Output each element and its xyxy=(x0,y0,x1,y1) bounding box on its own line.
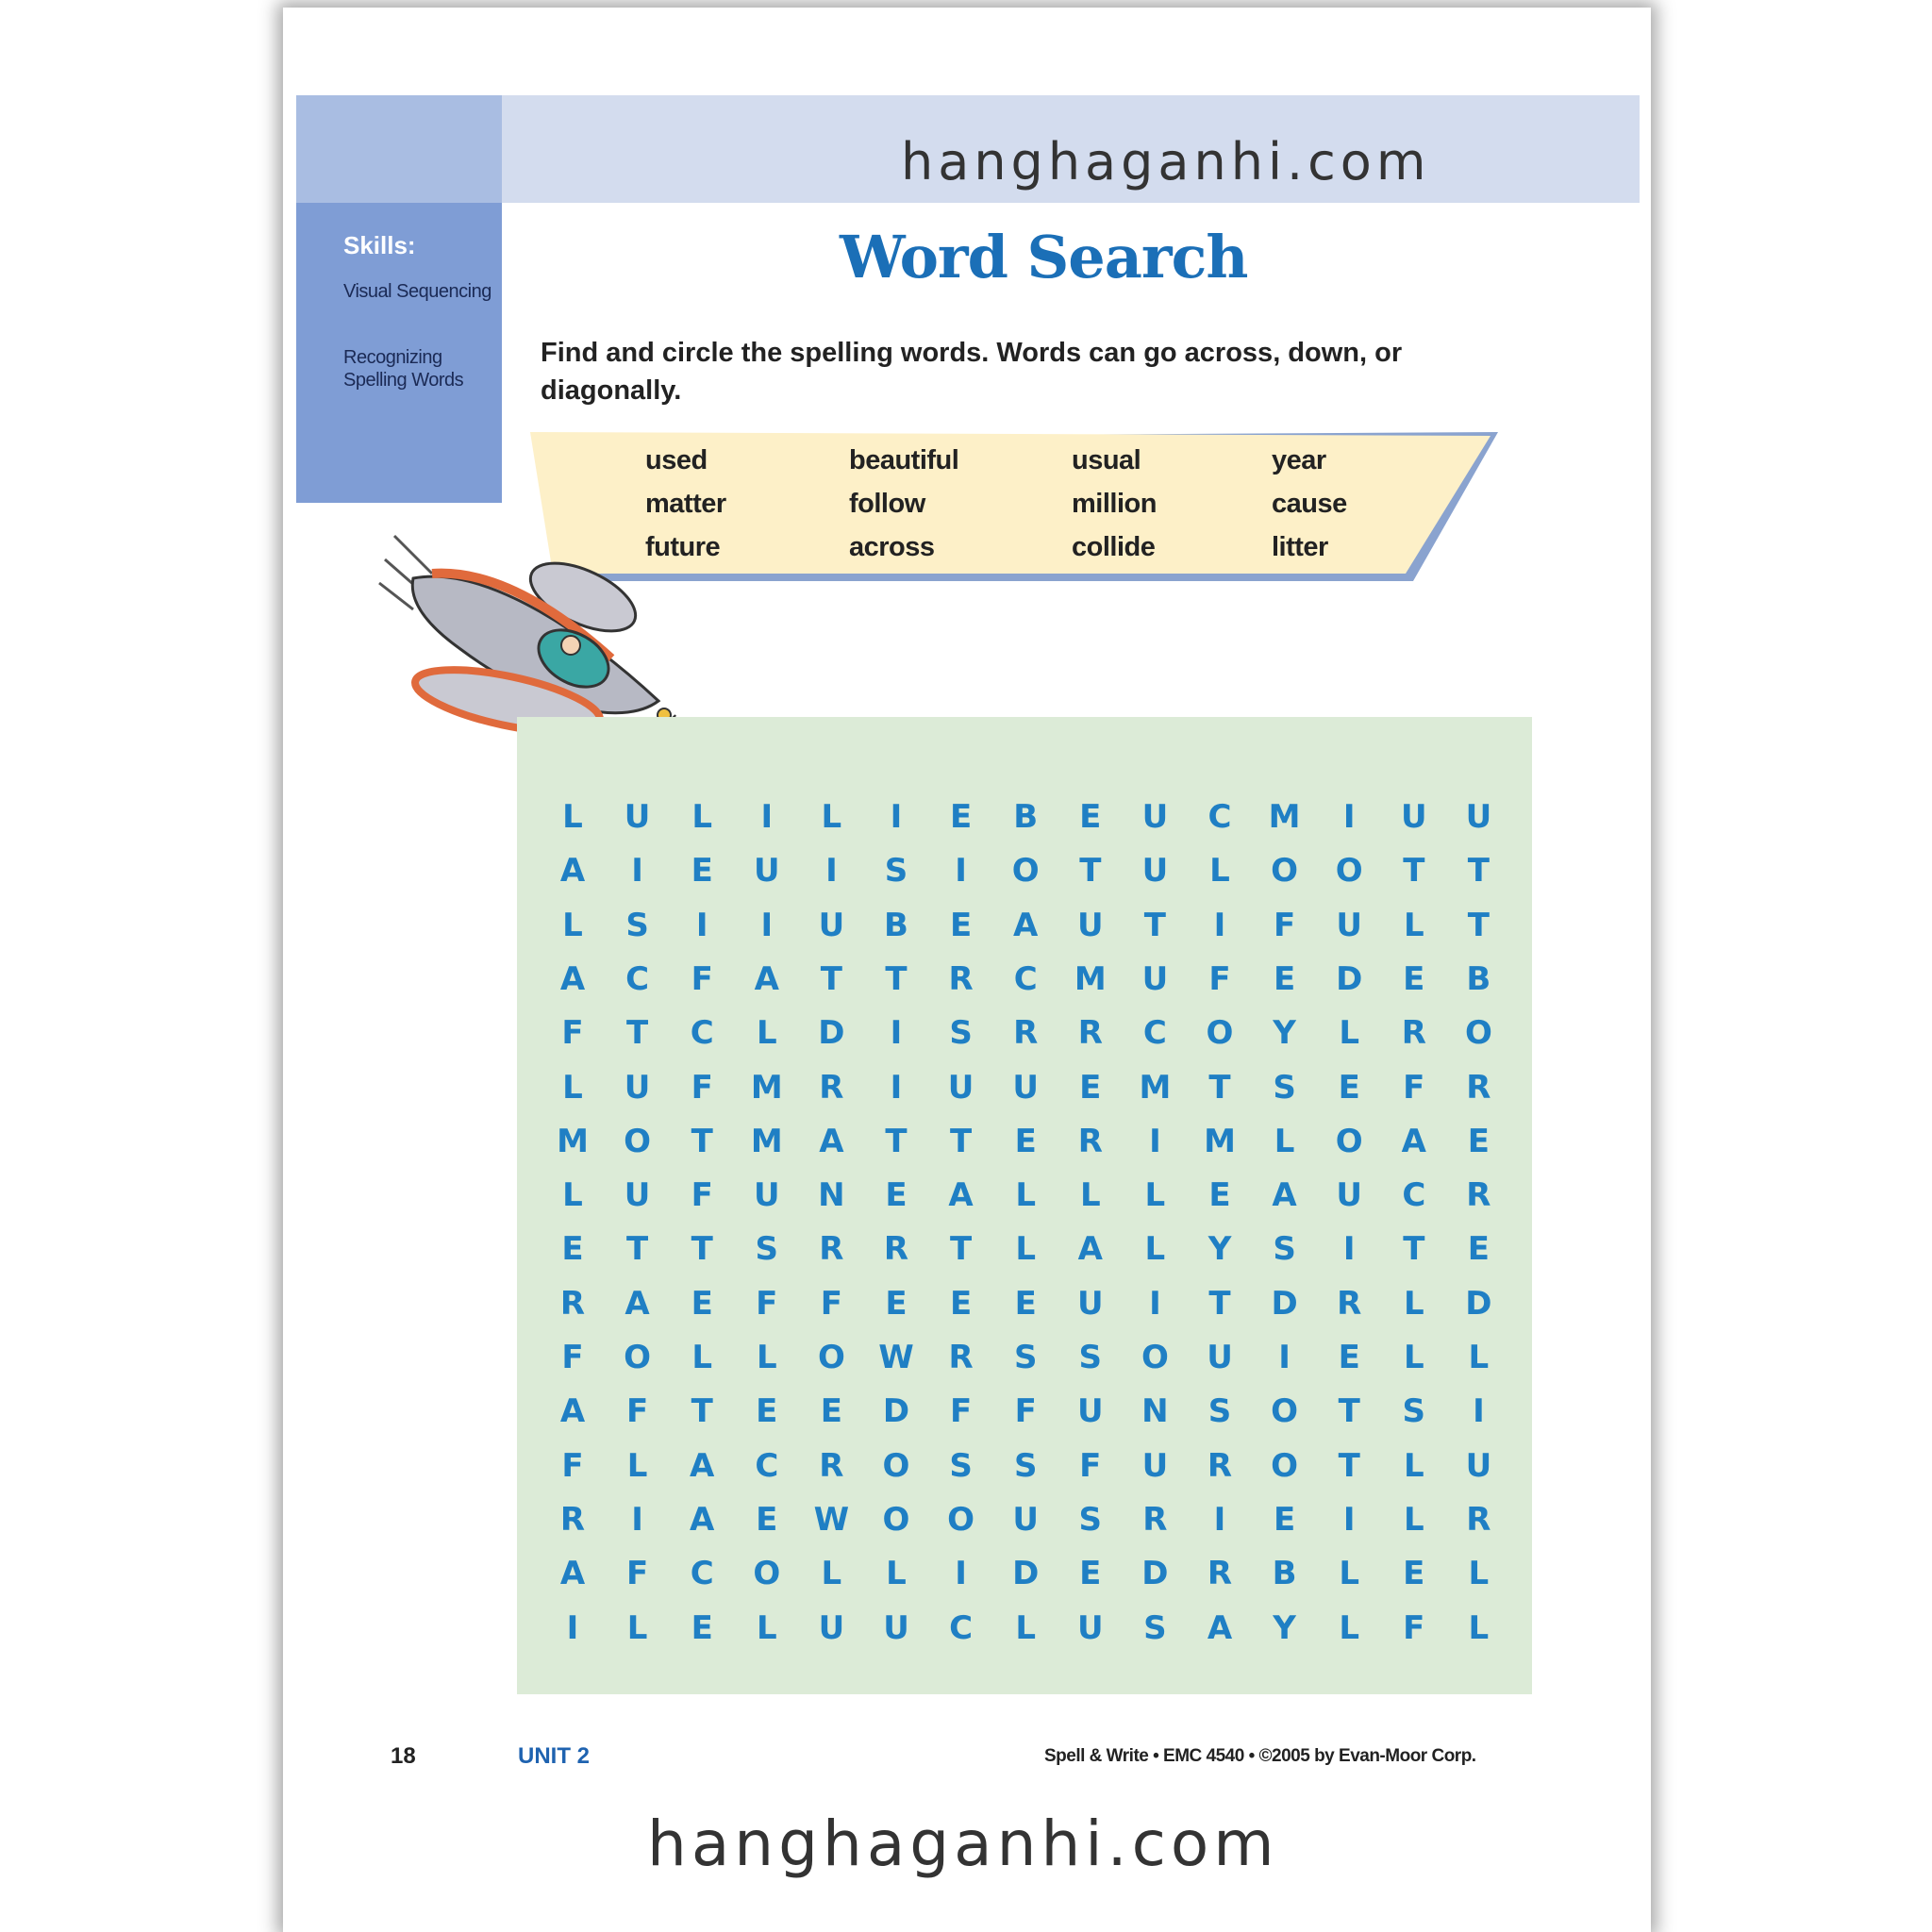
grid-letter[interactable]: R xyxy=(1207,1555,1233,1593)
grid-letter[interactable]: U xyxy=(1076,906,1104,944)
grid-letter[interactable]: L xyxy=(1079,1176,1101,1215)
grid-letter[interactable]: A xyxy=(690,1500,715,1539)
grid-letter[interactable]: R xyxy=(948,959,974,998)
grid-letter[interactable]: C xyxy=(949,1608,974,1647)
grid-letter[interactable]: C xyxy=(1402,1176,1426,1215)
grid-letter[interactable]: B xyxy=(1013,798,1039,836)
grid-letter[interactable]: A xyxy=(1077,1230,1103,1269)
word-bank-word: usual xyxy=(1072,445,1141,475)
grid-letter[interactable]: L xyxy=(562,798,583,836)
grid-letter[interactable]: S xyxy=(1273,1230,1296,1269)
skills-panel xyxy=(296,203,502,503)
grid-letter[interactable]: R xyxy=(1207,1446,1233,1485)
grid-letter[interactable]: I xyxy=(760,906,774,944)
grid-letter[interactable]: L xyxy=(1403,906,1424,944)
grid-letter[interactable]: R xyxy=(1337,1284,1362,1323)
grid-letter[interactable]: L xyxy=(1403,1500,1424,1539)
grid-letter[interactable]: Y xyxy=(1273,1014,1296,1053)
grid-letter[interactable]: E xyxy=(885,1176,908,1215)
grid-letter[interactable]: I xyxy=(1213,1500,1226,1539)
grid-letter[interactable]: E xyxy=(1338,1339,1360,1376)
grid-letter[interactable]: I xyxy=(1213,906,1226,944)
grid-letter[interactable]: L xyxy=(821,798,842,836)
grid-letter[interactable]: R xyxy=(819,1446,844,1485)
grid-letter[interactable]: F xyxy=(625,1392,649,1431)
grid-letter[interactable]: A xyxy=(625,1284,650,1323)
grid-letter[interactable]: L xyxy=(626,1608,648,1647)
grid-letter[interactable]: F xyxy=(820,1284,842,1323)
grid-letter[interactable]: A xyxy=(559,1392,586,1431)
word-bank-word: year xyxy=(1272,445,1326,475)
grid-letter[interactable]: F xyxy=(1079,1446,1102,1485)
grid-letter[interactable]: F xyxy=(691,959,713,998)
instructions: Find and circle the spelling words. Words can go across, down, or diagonally. xyxy=(541,338,1403,406)
grid-letter[interactable]: L xyxy=(626,1446,648,1485)
grid-letter[interactable]: I xyxy=(695,906,708,944)
grid-letter[interactable]: C xyxy=(1208,798,1232,836)
unit-label: UNIT 2 xyxy=(518,1743,591,1769)
grid-letter[interactable]: M xyxy=(1074,959,1107,998)
grid-letter[interactable]: S xyxy=(884,852,908,891)
grid-letter[interactable]: U xyxy=(753,1176,780,1215)
grid-letter[interactable]: E xyxy=(949,1284,973,1323)
grid-letter[interactable]: T xyxy=(1403,852,1425,891)
grid-letter[interactable]: R xyxy=(1401,1014,1426,1053)
grid-letter[interactable]: E xyxy=(1467,1122,1490,1160)
grid-letter[interactable]: O xyxy=(882,1446,910,1485)
word-bank-word: across xyxy=(849,532,935,562)
grid-letter[interactable]: E xyxy=(949,798,973,836)
grid-letter[interactable]: O xyxy=(817,1339,845,1376)
grid-letter[interactable]: E xyxy=(1467,1230,1490,1269)
grid-letter[interactable]: B xyxy=(1272,1555,1297,1593)
watermark-top: hanghaganhi.com xyxy=(901,132,1431,192)
grid-letter[interactable]: R xyxy=(1013,1014,1039,1053)
grid-letter[interactable]: A xyxy=(754,959,779,998)
grid-letter[interactable]: S xyxy=(949,1446,973,1485)
grid-letter[interactable]: U xyxy=(1012,1500,1039,1539)
grid-letter[interactable]: E xyxy=(756,1392,778,1431)
grid-letter[interactable]: M xyxy=(750,1122,783,1160)
grid-letter[interactable]: M xyxy=(557,1122,589,1160)
grid-letter[interactable]: L xyxy=(1403,1446,1424,1485)
grid-letter[interactable]: I xyxy=(1149,1284,1161,1323)
word-bank-word: million xyxy=(1072,489,1157,519)
grid-letter[interactable]: L xyxy=(886,1555,907,1593)
grid-letter[interactable]: R xyxy=(559,1500,586,1539)
grid-letter[interactable]: O xyxy=(1271,1392,1299,1431)
grid-letter[interactable]: F xyxy=(756,1284,778,1323)
grid-letter[interactable]: I xyxy=(1342,1500,1356,1539)
grid-letter[interactable]: D xyxy=(1141,1555,1169,1593)
grid-letter[interactable]: L xyxy=(562,1176,583,1215)
grid-letter[interactable]: T xyxy=(1208,1068,1231,1107)
grid-letter[interactable]: I xyxy=(1149,1122,1161,1160)
grid-letter[interactable]: O xyxy=(1335,1122,1363,1160)
grid-letter[interactable]: I xyxy=(890,1014,903,1053)
grid-letter[interactable]: O xyxy=(1271,852,1299,891)
grid-letter[interactable]: I xyxy=(890,1068,903,1107)
grid-letter[interactable]: M xyxy=(1268,798,1301,836)
grid-letter[interactable]: R xyxy=(948,1339,974,1376)
grid-letter[interactable]: E xyxy=(949,906,973,944)
grid-letter[interactable]: A xyxy=(1272,1176,1297,1215)
grid-letter[interactable]: L xyxy=(1144,1230,1166,1269)
skill-item: Visual Sequencing xyxy=(343,281,491,302)
grid-letter[interactable]: I xyxy=(631,1500,643,1539)
grid-letter[interactable]: A xyxy=(819,1122,844,1160)
grid-letter[interactable]: U xyxy=(624,798,651,836)
grid-letter[interactable]: O xyxy=(1335,852,1363,891)
grid-letter[interactable]: A xyxy=(1207,1608,1233,1647)
grid-letter[interactable]: L xyxy=(1339,1014,1360,1053)
grid-letter[interactable]: U xyxy=(1207,1339,1233,1376)
grid-letter[interactable]: E xyxy=(756,1500,778,1539)
grid-letter[interactable]: C xyxy=(755,1446,779,1485)
grid-letter[interactable]: U xyxy=(1076,1284,1104,1323)
grid-letter[interactable]: C xyxy=(690,1555,714,1593)
grid-letter[interactable]: T xyxy=(691,1392,713,1431)
grid-letter[interactable]: E xyxy=(691,1608,713,1647)
grid-letter[interactable]: I xyxy=(760,798,774,836)
grid-letter[interactable]: R xyxy=(1077,1014,1103,1053)
word-bank-word: matter xyxy=(645,489,726,519)
grid-letter[interactable]: L xyxy=(562,906,583,944)
grid-letter[interactable]: B xyxy=(1466,959,1491,998)
word-bank-word: used xyxy=(645,445,708,475)
grid-letter[interactable]: O xyxy=(624,1339,652,1376)
grid-letter[interactable]: S xyxy=(1273,1068,1296,1107)
grid-letter[interactable]: S xyxy=(1013,1446,1038,1485)
grid-letter[interactable]: I xyxy=(1342,1230,1356,1269)
grid-letter[interactable]: A xyxy=(559,1555,586,1593)
grid-letter[interactable]: A xyxy=(559,959,586,998)
grid-letter[interactable]: E xyxy=(1079,798,1102,836)
grid-letter[interactable]: T xyxy=(1208,1284,1231,1323)
grid-letter[interactable]: L xyxy=(1015,1176,1037,1215)
grid-letter[interactable]: F xyxy=(1273,906,1296,944)
grid-letter[interactable]: U xyxy=(1141,852,1169,891)
grid-letter[interactable]: L xyxy=(1339,1555,1360,1593)
grid-letter[interactable]: A xyxy=(1401,1122,1426,1160)
grid-letter[interactable]: U xyxy=(1465,798,1492,836)
grid-letter[interactable]: S xyxy=(1143,1608,1167,1647)
word-bank-word: future xyxy=(645,532,721,562)
word-bank-word: beautiful xyxy=(849,445,959,475)
grid-letter[interactable]: O xyxy=(1011,852,1040,891)
header-band-left xyxy=(296,95,502,203)
grid-letter[interactable]: R xyxy=(883,1230,909,1269)
grid-letter[interactable]: F xyxy=(1403,1608,1425,1647)
grid-letter[interactable]: L xyxy=(691,1339,713,1376)
grid-letter[interactable]: R xyxy=(559,1284,586,1323)
grid-letter[interactable]: B xyxy=(884,906,908,944)
grid-letter[interactable]: A xyxy=(948,1176,974,1215)
grid-letter[interactable]: L xyxy=(1403,1339,1424,1376)
grid-letter[interactable]: U xyxy=(1336,1176,1362,1215)
grid-letter[interactable]: U xyxy=(818,1608,845,1647)
grid-letter[interactable]: L xyxy=(1403,1284,1424,1323)
grid-letter[interactable]: E xyxy=(820,1392,842,1431)
grid-letter[interactable]: E xyxy=(1208,1176,1231,1215)
grid-letter[interactable]: O xyxy=(1464,1014,1492,1053)
grid-letter[interactable]: I xyxy=(1278,1339,1291,1376)
grid-letter[interactable]: T xyxy=(820,959,842,998)
grid-letter[interactable]: U xyxy=(883,1608,909,1647)
grid-letter[interactable]: I xyxy=(1473,1392,1485,1431)
grid-letter[interactable]: U xyxy=(624,1176,651,1215)
grid-letter[interactable]: R xyxy=(1466,1500,1491,1539)
grid-letter[interactable]: D xyxy=(1336,959,1363,998)
grid-letter[interactable]: E xyxy=(1273,959,1296,998)
grid-letter[interactable]: E xyxy=(1403,959,1425,998)
page-number: 18 xyxy=(391,1743,416,1769)
grid-letter[interactable]: D xyxy=(882,1392,910,1431)
grid-letter[interactable]: M xyxy=(1204,1122,1236,1160)
grid-letter[interactable]: L xyxy=(756,1014,777,1053)
grid-letter[interactable]: T xyxy=(1079,852,1102,891)
grid-letter[interactable]: I xyxy=(566,1608,579,1647)
grid-letter[interactable]: R xyxy=(1142,1500,1168,1539)
grid-letter[interactable]: T xyxy=(1338,1392,1360,1431)
grid-letter[interactable]: O xyxy=(882,1500,910,1539)
grid-letter[interactable]: E xyxy=(1079,1068,1102,1107)
grid-letter[interactable]: U xyxy=(624,1068,651,1107)
grid-letter[interactable]: U xyxy=(1012,1068,1039,1107)
grid-letter[interactable]: N xyxy=(1141,1392,1169,1431)
grid-letter[interactable]: D xyxy=(818,1014,845,1053)
grid-letter[interactable]: E xyxy=(1273,1500,1296,1539)
word-bank-word: litter xyxy=(1272,532,1328,562)
grid-letter[interactable]: T xyxy=(1403,1230,1425,1269)
grid-letter[interactable]: F xyxy=(625,1555,649,1593)
grid-letter[interactable]: Y xyxy=(1208,1230,1232,1269)
grid-letter[interactable]: C xyxy=(1013,959,1038,998)
grid-letter[interactable]: S xyxy=(1402,1392,1426,1431)
grid-letter[interactable]: I xyxy=(825,852,838,891)
grid-letter[interactable]: D xyxy=(1465,1284,1492,1323)
skill-item: Recognizing Spelling Words xyxy=(343,347,464,391)
grid-letter[interactable]: T xyxy=(691,1122,713,1160)
grid-letter[interactable]: E xyxy=(1079,1555,1102,1593)
grid-letter[interactable]: L xyxy=(1209,852,1230,891)
grid-letter[interactable]: T xyxy=(625,1014,649,1053)
grid-letter[interactable]: F xyxy=(1208,959,1231,998)
grid-letter[interactable]: O xyxy=(1206,1014,1234,1053)
grid-letter[interactable]: I xyxy=(631,852,643,891)
grid-letter[interactable]: S xyxy=(1078,1500,1103,1539)
grid-letter[interactable]: U xyxy=(753,852,780,891)
grid-letter[interactable]: R xyxy=(1466,1068,1491,1107)
grid-letter[interactable]: E xyxy=(1014,1284,1037,1323)
grid-letter[interactable]: T xyxy=(1143,906,1166,944)
grid-letter[interactable]: A xyxy=(1013,906,1039,944)
grid-letter[interactable]: S xyxy=(625,906,649,944)
grid-letter[interactable]: L xyxy=(562,1068,583,1107)
grid-letter[interactable]: F xyxy=(949,1392,973,1431)
grid-letter[interactable]: F xyxy=(1403,1068,1425,1107)
grid-letter[interactable]: F xyxy=(691,1068,713,1107)
grid-letter[interactable]: I xyxy=(955,852,967,891)
grid-letter[interactable]: N xyxy=(818,1176,845,1215)
grid-letter[interactable]: L xyxy=(1015,1608,1037,1647)
grid-letter[interactable]: U xyxy=(1076,1608,1104,1647)
grid-letter[interactable]: L xyxy=(1144,1176,1166,1215)
watermark-bottom: hanghaganhi.com xyxy=(647,1807,1279,1880)
word-bank-word: cause xyxy=(1272,489,1347,519)
grid-letter[interactable]: T xyxy=(885,1122,908,1160)
grid-letter[interactable]: E xyxy=(691,1284,713,1323)
word-bank-word: follow xyxy=(849,489,925,519)
grid-letter[interactable]: L xyxy=(821,1555,842,1593)
grid-letter[interactable]: O xyxy=(947,1500,975,1539)
grid-letter[interactable]: U xyxy=(818,906,845,944)
grid-letter[interactable]: R xyxy=(819,1068,844,1107)
grid-letter[interactable]: U xyxy=(1076,1392,1104,1431)
grid-letter[interactable]: F xyxy=(691,1176,713,1215)
grid-letter[interactable]: L xyxy=(1274,1122,1295,1160)
grid-letter[interactable]: L xyxy=(1339,1608,1360,1647)
grid-letter[interactable]: U xyxy=(947,1068,974,1107)
grid-letter[interactable]: I xyxy=(955,1555,967,1593)
grid-letter[interactable]: S xyxy=(1208,1392,1232,1431)
grid-letter[interactable]: R xyxy=(1077,1122,1103,1160)
credit-line: Spell & Write • EMC 4540 • ©2005 by Evan-Moor Corp. xyxy=(1044,1746,1476,1766)
grid-letter[interactable]: L xyxy=(1468,1608,1490,1647)
grid-letter[interactable]: S xyxy=(755,1230,779,1269)
grid-letter[interactable]: T xyxy=(1467,852,1490,891)
grid-letter[interactable]: W xyxy=(878,1339,914,1376)
grid-letter[interactable]: R xyxy=(819,1230,844,1269)
grid-letter[interactable]: C xyxy=(625,959,650,998)
grid-letter[interactable]: L xyxy=(756,1608,777,1647)
grid-letter[interactable]: Y xyxy=(1273,1608,1296,1647)
grid-letter[interactable]: U xyxy=(1400,798,1427,836)
grid-letter[interactable]: T xyxy=(949,1122,973,1160)
grid-letter[interactable]: A xyxy=(559,852,586,891)
grid-letter[interactable]: T xyxy=(1467,906,1490,944)
grid-letter[interactable]: L xyxy=(1015,1230,1037,1269)
grid-letter[interactable]: O xyxy=(753,1555,781,1593)
grid-letter[interactable]: I xyxy=(890,798,903,836)
grid-letter[interactable]: E xyxy=(885,1284,908,1323)
grid-letter[interactable]: L xyxy=(1468,1555,1490,1593)
grid-letter[interactable]: F xyxy=(561,1339,584,1376)
grid-letter[interactable]: M xyxy=(750,1068,783,1107)
grid-letter[interactable]: F xyxy=(1014,1392,1037,1431)
grid-letter[interactable]: S xyxy=(949,1014,973,1053)
grid-letter[interactable]: O xyxy=(1141,1339,1169,1376)
grid-letter[interactable]: C xyxy=(1142,1014,1167,1053)
skills-title: Skills: xyxy=(343,231,416,259)
grid-letter[interactable]: T xyxy=(949,1230,973,1269)
grid-letter[interactable]: S xyxy=(1013,1339,1038,1376)
grid-letter[interactable]: W xyxy=(813,1500,850,1539)
grid-letter[interactable]: F xyxy=(561,1014,584,1053)
grid-letter[interactable]: D xyxy=(1271,1284,1298,1323)
grid-letter[interactable]: U xyxy=(1141,1446,1169,1485)
grid-letter[interactable]: L xyxy=(756,1339,777,1376)
grid-letter[interactable]: E xyxy=(1014,1122,1037,1160)
grid-letter[interactable]: U xyxy=(1465,1446,1492,1485)
grid-letter[interactable]: S xyxy=(1078,1339,1103,1376)
grid-letter[interactable]: O xyxy=(1271,1446,1299,1485)
word-bank-word: collide xyxy=(1072,532,1156,562)
grid-letter[interactable]: T xyxy=(885,959,908,998)
grid-letter[interactable]: F xyxy=(561,1446,584,1485)
grid-letter[interactable]: D xyxy=(1012,1555,1040,1593)
grid-letter[interactable]: O xyxy=(624,1122,652,1160)
grid-letter[interactable]: L xyxy=(691,798,713,836)
grid-letter[interactable]: L xyxy=(1468,1339,1490,1376)
grid-letter[interactable]: C xyxy=(690,1014,714,1053)
grid-letter[interactable]: R xyxy=(1466,1176,1491,1215)
grid-letter[interactable]: I xyxy=(1342,798,1356,836)
grid-letter[interactable]: E xyxy=(1403,1555,1425,1593)
grid-letter[interactable]: T xyxy=(691,1230,713,1269)
grid-letter[interactable]: M xyxy=(1139,1068,1172,1107)
grid-letter[interactable]: T xyxy=(625,1230,649,1269)
grid-letter[interactable]: U xyxy=(1141,798,1169,836)
grid-letter[interactable]: E xyxy=(1338,1068,1360,1107)
grid-letter[interactable]: U xyxy=(1336,906,1362,944)
page-title: Word Search xyxy=(840,223,1248,291)
grid-letter[interactable]: A xyxy=(690,1446,715,1485)
grid-letter[interactable]: E xyxy=(561,1230,584,1269)
grid-letter[interactable]: E xyxy=(691,852,713,891)
grid-letter[interactable]: U xyxy=(1141,959,1169,998)
grid-letter[interactable]: T xyxy=(1338,1446,1360,1485)
